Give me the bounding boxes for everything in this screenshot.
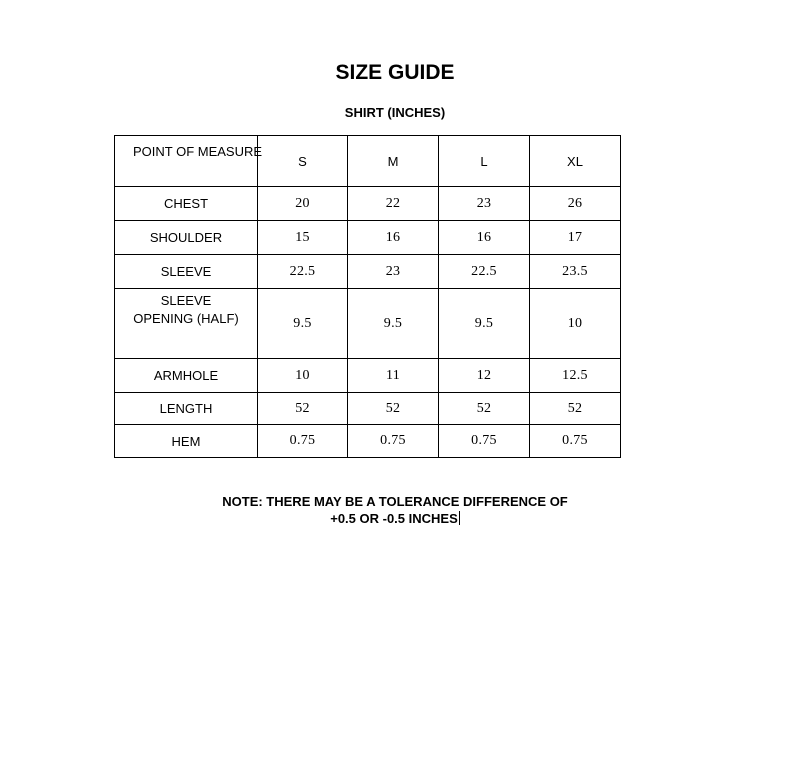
chest-xl: 26 — [530, 187, 621, 221]
armhole-m: 11 — [348, 359, 439, 393]
table-row-sleeve — [115, 255, 621, 289]
tolerance-note-line1: NOTE: THERE MAY BE A TOLERANCE DIFFERENCE OF — [222, 494, 568, 509]
shoulder-l: 16 — [439, 221, 530, 255]
header-size-s: S — [258, 136, 348, 187]
table-row-sleeve-opening — [115, 289, 621, 359]
table-subtitle: SHIRT (INCHES) — [344, 105, 446, 120]
chest-m: 22 — [348, 187, 439, 221]
size-table — [114, 135, 621, 458]
hem-m: 0.75 — [348, 425, 439, 458]
sleeve-m: 23 — [348, 255, 439, 289]
row-label-shoulder: SHOULDER — [115, 221, 258, 255]
shoulder-m: 16 — [348, 221, 439, 255]
shoulder-xl: 17 — [530, 221, 621, 255]
table-row-armhole — [115, 359, 621, 393]
row-label-sleeve-opening-line1: SLEEVE — [160, 293, 212, 308]
sleeve-opening-xl: 10 — [530, 289, 621, 359]
sleeve-opening-s: 9.5 — [258, 289, 348, 359]
armhole-l: 12 — [439, 359, 530, 393]
armhole-xl: 12.5 — [530, 359, 621, 393]
length-l: 52 — [439, 393, 530, 425]
page-title: SIZE GUIDE — [335, 61, 455, 84]
length-m: 52 — [348, 393, 439, 425]
tolerance-note-line2-wrap — [0, 510, 785, 527]
shoulder-s: 15 — [258, 221, 348, 255]
header-size-xl: XL — [530, 136, 621, 187]
table-row-length — [115, 393, 621, 425]
row-label-armhole: ARMHOLE — [115, 359, 258, 393]
table-row-chest — [115, 187, 621, 221]
row-label-sleeve-opening — [115, 289, 258, 359]
table-header-row — [115, 136, 621, 187]
length-s: 52 — [258, 393, 348, 425]
hem-xl: 0.75 — [530, 425, 621, 458]
chest-l: 23 — [439, 187, 530, 221]
sleeve-opening-l: 9.5 — [439, 289, 530, 359]
header-size-m: M — [348, 136, 439, 187]
row-label-hem: HEM — [115, 425, 258, 458]
header-size-l: L — [439, 136, 530, 187]
hem-s: 0.75 — [258, 425, 348, 458]
armhole-s: 10 — [258, 359, 348, 393]
hem-l: 0.75 — [439, 425, 530, 458]
row-label-chest: CHEST — [115, 187, 258, 221]
row-label-length: LENGTH — [115, 393, 258, 425]
chest-s: 20 — [258, 187, 348, 221]
row-label-sleeve-opening-line2: OPENING (HALF) — [133, 311, 239, 326]
tolerance-note-line2: +0.5 OR -0.5 INCHES — [330, 511, 458, 526]
table-row-shoulder — [115, 221, 621, 255]
table-row-hem — [115, 425, 621, 458]
sleeve-s: 22.5 — [258, 255, 348, 289]
header-point-of-measure: POINT OF MEASURE — [115, 136, 258, 187]
row-label-sleeve: SLEEVE — [115, 255, 258, 289]
length-xl: 52 — [530, 393, 621, 425]
tolerance-note[interactable] — [0, 493, 785, 527]
text-cursor — [459, 511, 460, 525]
sleeve-opening-m: 9.5 — [348, 289, 439, 359]
sleeve-l: 22.5 — [439, 255, 530, 289]
sleeve-xl: 23.5 — [530, 255, 621, 289]
